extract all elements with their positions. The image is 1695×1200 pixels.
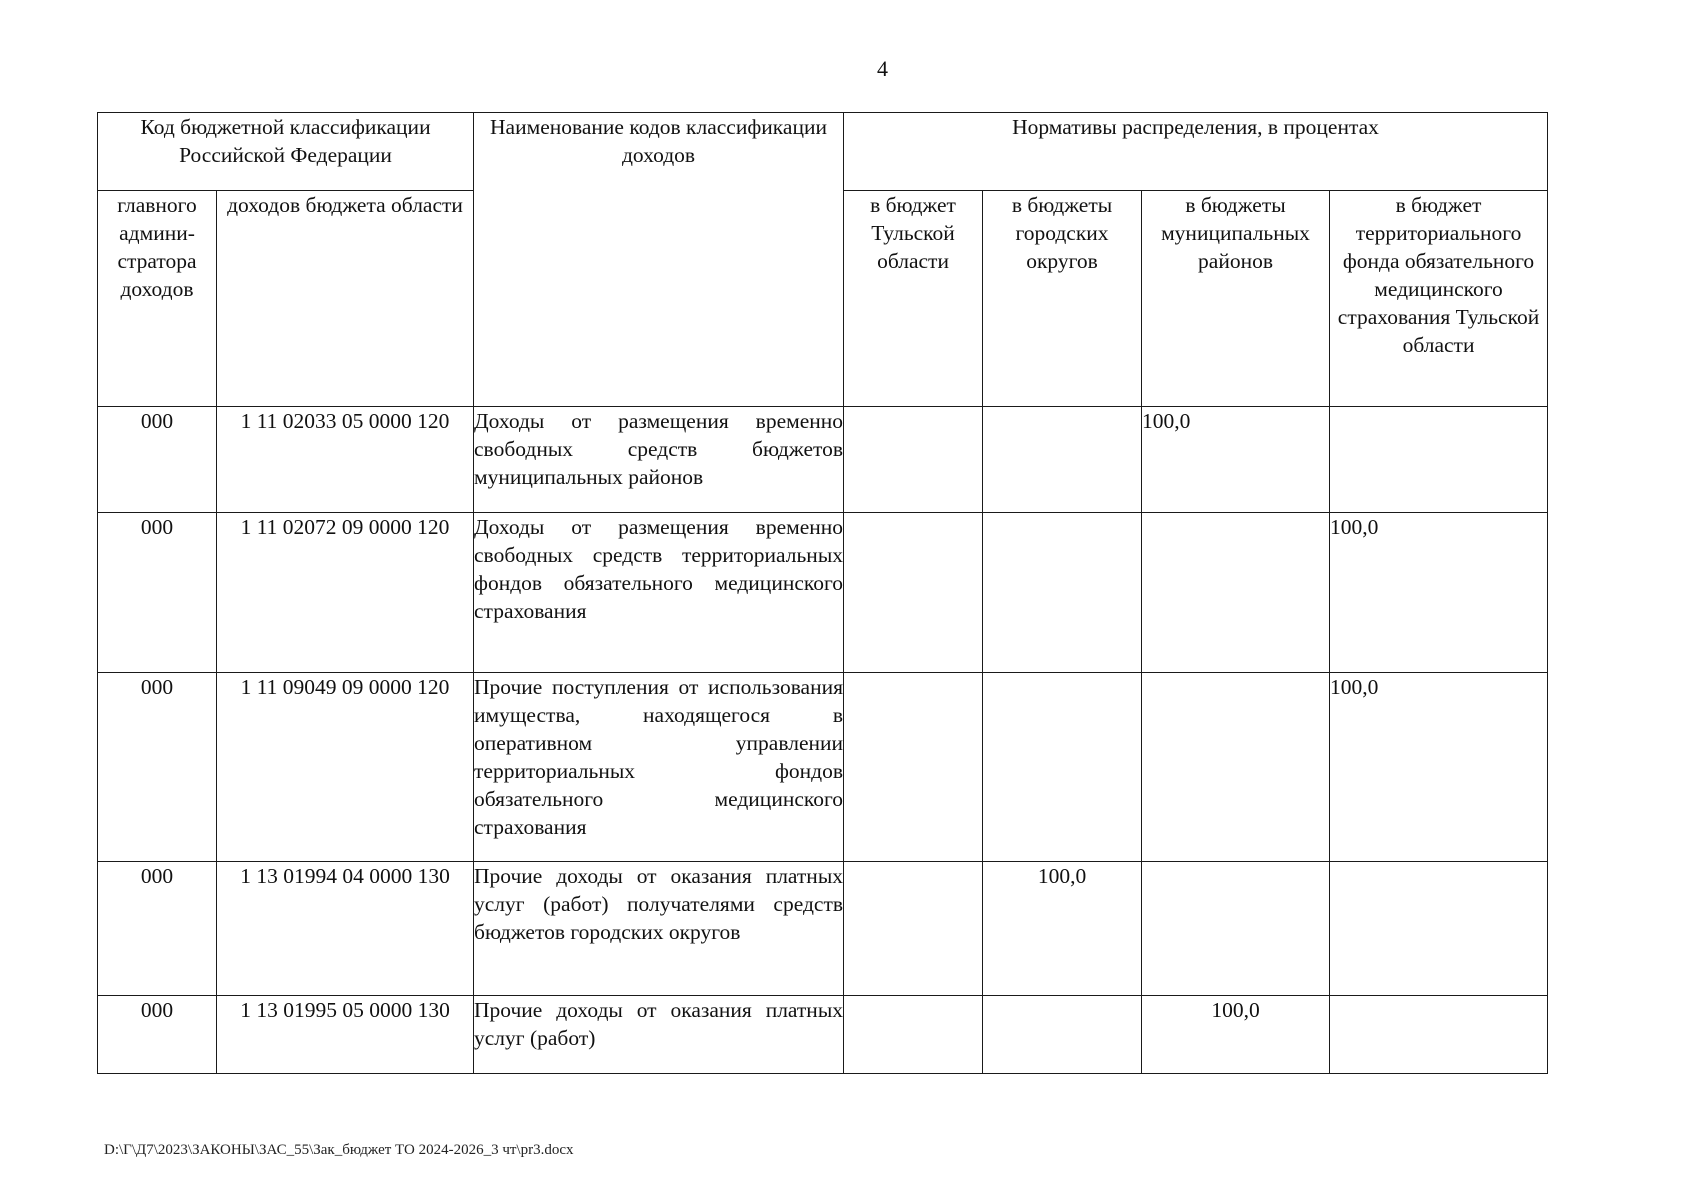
value-region bbox=[844, 513, 983, 673]
income-code: 1 13 01994 04 0000 130 bbox=[217, 862, 474, 996]
value-municipal bbox=[1142, 862, 1330, 996]
value-region bbox=[844, 862, 983, 996]
table-row bbox=[98, 407, 1548, 513]
income-code: 1 11 02072 09 0000 120 bbox=[217, 513, 474, 673]
value-municipal bbox=[1142, 513, 1330, 673]
income-code: 1 11 09049 09 0000 120 bbox=[217, 673, 474, 862]
value-urban bbox=[983, 513, 1142, 673]
header-kbk: Код бюджетной классификации Российской Федерации bbox=[98, 113, 474, 191]
income-name: Прочие поступления от использования имущества, находящегося в оперативном управлении территориальных фондов обязательного медицинского страхования bbox=[474, 673, 844, 862]
table-row bbox=[98, 862, 1548, 996]
value-fund bbox=[1330, 996, 1548, 1074]
header-to-municipal: в бюджеты муниципальных районов bbox=[1142, 191, 1330, 407]
value-municipal: 100,0 bbox=[1142, 996, 1330, 1074]
value-region bbox=[844, 996, 983, 1074]
value-urban bbox=[983, 996, 1142, 1074]
value-fund: 100,0 bbox=[1330, 673, 1548, 862]
income-name: Прочие доходы от оказания платных услуг (работ) получателями средств бюджетов городских округов bbox=[474, 862, 844, 996]
value-urban bbox=[983, 673, 1142, 862]
footer-file-path: D:\Г\Д7\2023\ЗАКОНЫ\ЗАС_55\Зак_бюджет ТО 2024-2026_3 чт\pr3.docx bbox=[104, 1142, 574, 1158]
table-row bbox=[98, 996, 1548, 1074]
header-to-region: в бюджет Тульской области bbox=[844, 191, 983, 407]
value-region bbox=[844, 673, 983, 862]
admin-code: 000 bbox=[98, 673, 217, 862]
value-fund: 100,0 bbox=[1330, 513, 1548, 673]
value-fund bbox=[1330, 407, 1548, 513]
value-municipal bbox=[1142, 673, 1330, 862]
income-code: 1 13 01995 05 0000 130 bbox=[217, 996, 474, 1074]
admin-code: 000 bbox=[98, 513, 217, 673]
income-name: Доходы от размещения временно свободных средств бюджетов муниципальных районов bbox=[474, 407, 844, 513]
header-income-code: доходов бюджета области bbox=[217, 191, 474, 407]
value-region bbox=[844, 407, 983, 513]
revenue-distribution-table bbox=[97, 112, 1548, 1074]
table-row bbox=[98, 513, 1548, 673]
value-urban bbox=[983, 407, 1142, 513]
admin-code: 000 bbox=[98, 996, 217, 1074]
admin-code: 000 bbox=[98, 862, 217, 996]
value-municipal: 100,0 bbox=[1142, 407, 1330, 513]
income-name: Доходы от размещения временно свободных средств территориальных фондов обязательного медицинского страхования bbox=[474, 513, 844, 673]
header-normatives: Нормативы распределения, в процентах bbox=[844, 113, 1548, 191]
income-name: Прочие доходы от оказания платных услуг (работ) bbox=[474, 996, 844, 1074]
header-to-fund: в бюджет территориального фонда обязательного медицинского страхования Тульской области bbox=[1330, 191, 1548, 407]
header-to-urban: в бюджеты городских округов bbox=[983, 191, 1142, 407]
header-chief-admin: главного админи-стратора доходов bbox=[98, 191, 217, 407]
value-urban: 100,0 bbox=[983, 862, 1142, 996]
admin-code: 000 bbox=[98, 407, 217, 513]
value-fund bbox=[1330, 862, 1548, 996]
table-row bbox=[98, 673, 1548, 862]
income-code: 1 11 02033 05 0000 120 bbox=[217, 407, 474, 513]
page-number: 4 bbox=[877, 56, 888, 81]
header-name: Наименование кодов классификации доходов bbox=[474, 113, 844, 407]
